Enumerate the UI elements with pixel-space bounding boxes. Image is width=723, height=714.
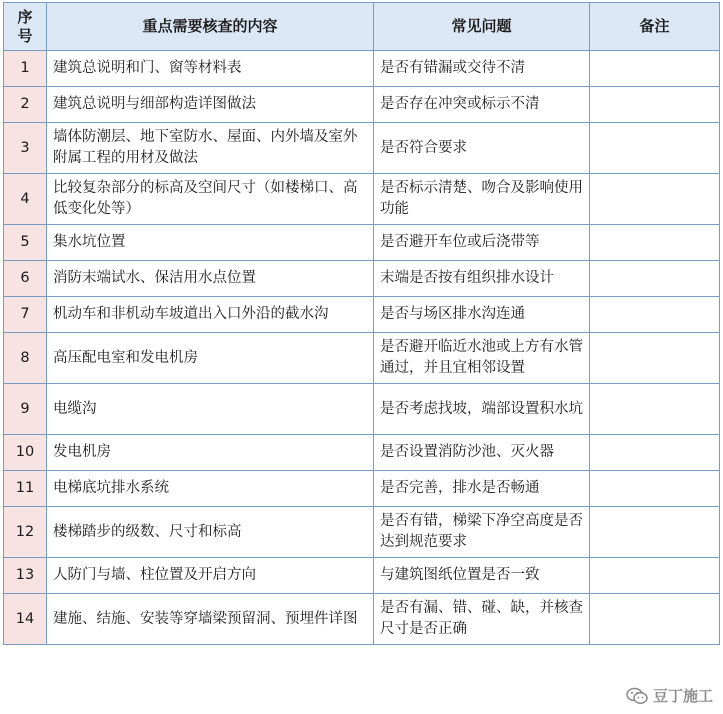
row-note: [590, 594, 720, 645]
table-row: [4, 594, 720, 645]
row-content: 建筑总说明与细部构造详图做法: [47, 87, 374, 123]
table-row: [4, 384, 720, 435]
header-issues: 常见问题: [374, 3, 590, 51]
row-note: [590, 51, 720, 87]
table-row: [4, 435, 720, 471]
header-row: [4, 3, 720, 51]
row-content: 建筑总说明和门、窗等材料表: [47, 51, 374, 87]
row-seq: 14: [4, 594, 47, 645]
row-issue: 是否避开车位或后浇带等: [374, 225, 590, 261]
header-content: 重点需要核查的内容: [47, 3, 374, 51]
row-issue: 是否与场区排水沟连通: [374, 297, 590, 333]
row-issue: 是否有漏、错、碰、缺，并核查尺寸是否正确: [374, 594, 590, 645]
row-content: 比较复杂部分的标高及空间尺寸（如楼梯口、高低变化处等）: [47, 174, 374, 225]
row-seq: 5: [4, 225, 47, 261]
row-issue: 是否考虑找坡，端部设置积水坑: [374, 384, 590, 435]
row-seq: 11: [4, 471, 47, 507]
table-row: [4, 471, 720, 507]
row-issue: 是否有错漏或交待不清: [374, 51, 590, 87]
row-content: 发电机房: [47, 435, 374, 471]
row-content: 电缆沟: [47, 384, 374, 435]
row-issue: 是否完善，排水是否畅通: [374, 471, 590, 507]
row-issue: 是否有错，梯梁下净空高度是否达到规范要求: [374, 507, 590, 558]
watermark-text: 豆丁施工: [652, 687, 713, 705]
row-seq: 13: [4, 558, 47, 594]
row-issue: 末端是否按有组织排水设计: [374, 261, 590, 297]
row-issue: 与建筑图纸位置是否一致: [374, 558, 590, 594]
row-note: [590, 471, 720, 507]
table-row: [4, 558, 720, 594]
row-seq: 4: [4, 174, 47, 225]
row-seq: 9: [4, 384, 47, 435]
row-content: 建施、结施、安装等穿墙梁预留洞、预埋件详图: [47, 594, 374, 645]
row-seq: 8: [4, 333, 47, 384]
row-note: [590, 174, 720, 225]
row-issue: 是否标示清楚、吻合及影响使用功能: [374, 174, 590, 225]
table-row: [4, 51, 720, 87]
row-note: [590, 297, 720, 333]
row-issue: 是否符合要求: [374, 123, 590, 174]
row-note: [590, 87, 720, 123]
row-note: [590, 384, 720, 435]
row-note: [590, 333, 720, 384]
table-row: [4, 123, 720, 174]
row-issue: 是否避开临近水池或上方有水管通过，并且宜相邻设置: [374, 333, 590, 384]
watermark: [626, 685, 713, 706]
row-content: 集水坑位置: [47, 225, 374, 261]
row-seq: 12: [4, 507, 47, 558]
row-seq: 3: [4, 123, 47, 174]
row-content: 高压配电室和发电机房: [47, 333, 374, 384]
row-content: 消防末端试水、保洁用水点位置: [47, 261, 374, 297]
row-seq: 2: [4, 87, 47, 123]
row-seq: 7: [4, 297, 47, 333]
inspection-table: [3, 2, 720, 645]
table-row: [4, 87, 720, 123]
table-row: [4, 333, 720, 384]
table-row: [4, 261, 720, 297]
row-seq: 1: [4, 51, 47, 87]
table-row: [4, 174, 720, 225]
row-note: [590, 558, 720, 594]
row-note: [590, 123, 720, 174]
row-seq: 6: [4, 261, 47, 297]
table-row: [4, 225, 720, 261]
row-content: 楼梯踏步的级数、尺寸和标高: [47, 507, 374, 558]
table-row: [4, 507, 720, 558]
table-row: [4, 297, 720, 333]
row-content: 电梯底坑排水系统: [47, 471, 374, 507]
row-issue: 是否存在冲突或标示不清: [374, 87, 590, 123]
row-content: 人防门与墙、柱位置及开启方向: [47, 558, 374, 594]
row-content: 墙体防潮层、地下室防水、屋面、内外墙及室外附属工程的用材及做法: [47, 123, 374, 174]
wechat-icon: [626, 687, 648, 705]
header-notes: 备注: [590, 3, 720, 51]
row-seq: 10: [4, 435, 47, 471]
row-note: [590, 507, 720, 558]
row-content: 机动车和非机动车坡道出入口外沿的截水沟: [47, 297, 374, 333]
row-note: [590, 435, 720, 471]
row-note: [590, 225, 720, 261]
header-seq: 序 号: [4, 3, 47, 51]
row-issue: 是否设置消防沙池、灭火器: [374, 435, 590, 471]
row-note: [590, 261, 720, 297]
